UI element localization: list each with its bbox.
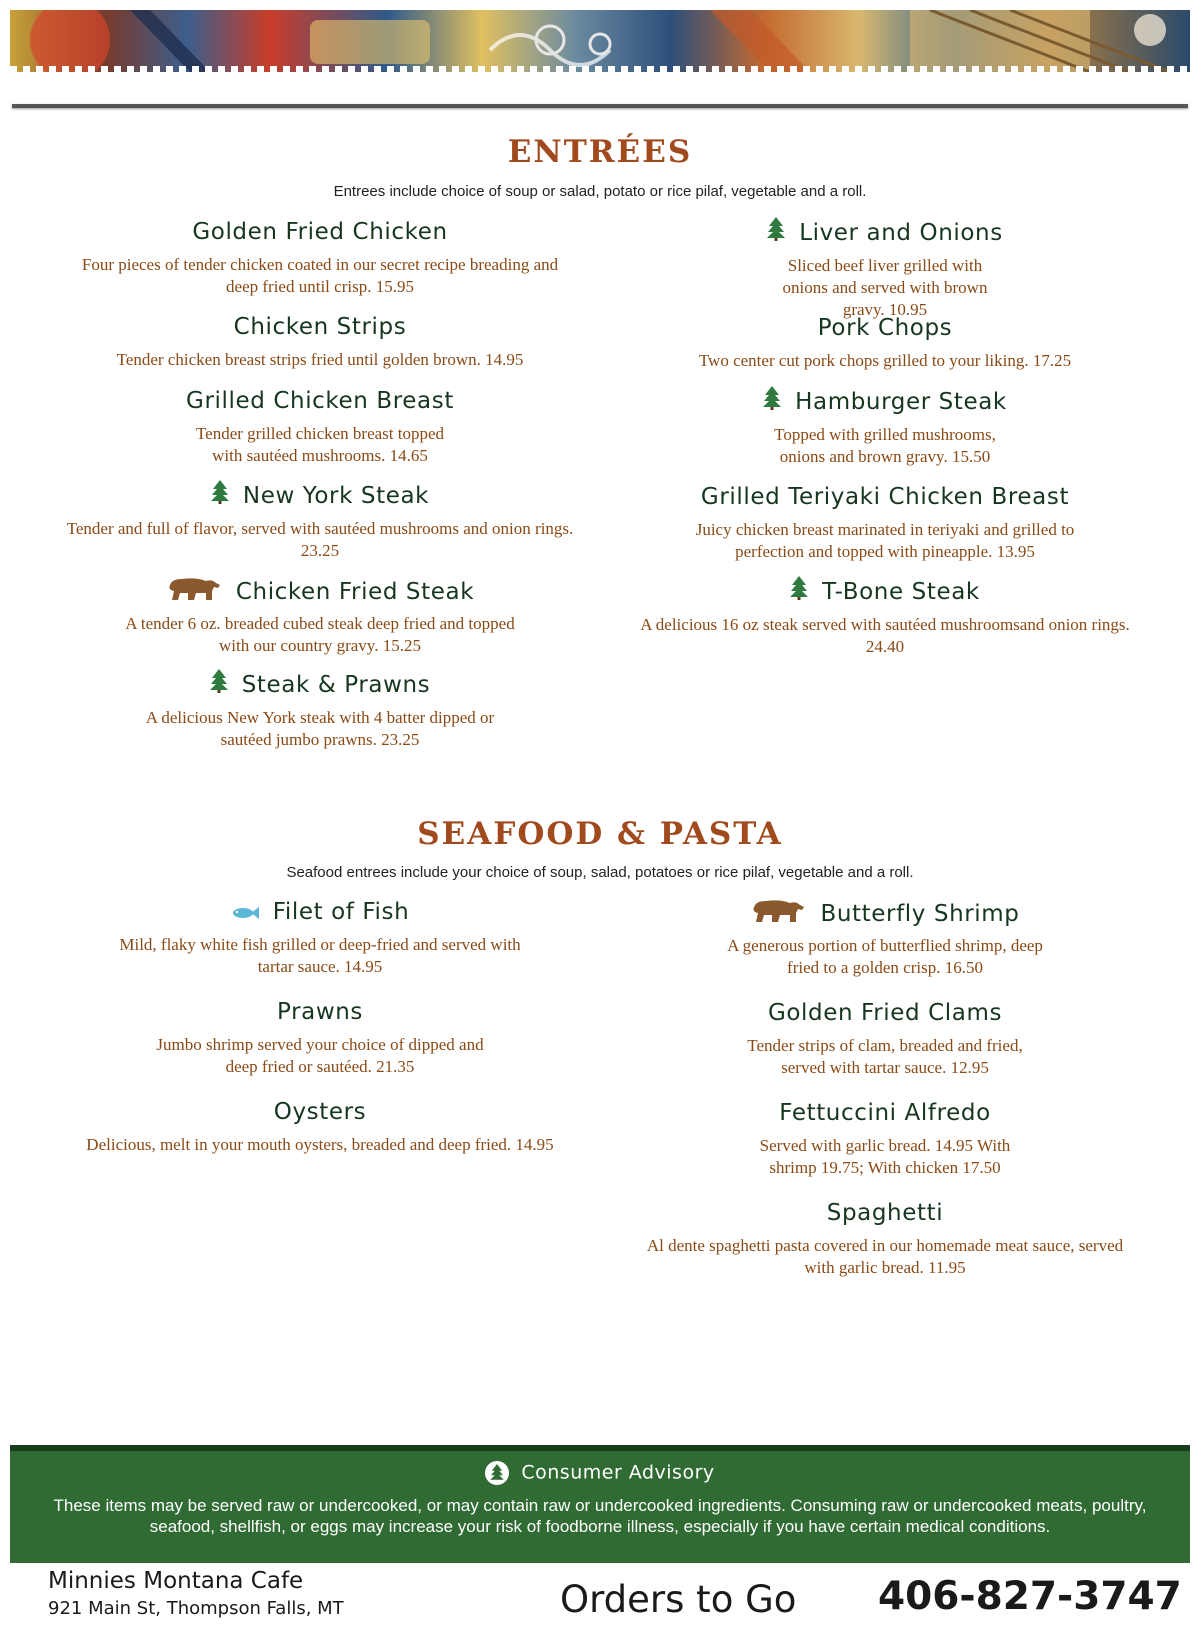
item-description: Tender chicken breast strips fried until golden brown. 14.95	[116, 350, 524, 369]
pine-tree-icon	[790, 576, 808, 609]
item-description: Al dente spaghetti pasta covered in our homemade meat sauce, served with garlic bread. 11.95	[646, 1236, 1124, 1277]
advisory-text: These items may be served raw or undercooked, or may contain raw or undercooked ingredients. Consuming raw or undercooked meats, poultry, seafood, shellfish, or eggs may increase your risk of foodborne illness, especially if you have certain medical conditions.	[53, 1496, 1147, 1536]
menu-item	[60, 311, 580, 371]
entrees-note: Entrees include choice of soup or salad, potato or rice pilaf, vegetable and a roll.	[333, 183, 867, 200]
menu-item	[60, 896, 580, 978]
item-name-row	[60, 480, 580, 512]
bear-icon	[166, 575, 222, 610]
item-name: Chicken Fried Steak	[235, 579, 475, 605]
item-description: Tender strips of clam, breaded and fried, served with tartar sauce. 12.95	[747, 1036, 1023, 1077]
advisory-title: Consumer Advisory	[521, 1461, 715, 1484]
item-description: A delicious New York steak with 4 batter dipped or sautéed jumbo prawns. 23.25	[145, 708, 495, 749]
menu-item	[60, 996, 580, 1078]
pine-tree-icon	[485, 1461, 509, 1485]
item-name: Filet of Fish	[272, 899, 410, 925]
seafood-title: SEAFOOD & PASTA	[417, 816, 783, 852]
item-description: A delicious 16 oz steak served with sautéed mushroomsand onion rings. 24.40	[640, 615, 1130, 656]
menu-item	[630, 386, 1140, 468]
pine-tree-icon	[210, 669, 228, 702]
menu-item	[630, 1197, 1140, 1279]
item-name: Oysters	[273, 1099, 367, 1125]
item-description: Tender grilled chicken breast topped with sautéed mushrooms. 14.65	[195, 424, 445, 465]
item-name: Chicken Strips	[233, 314, 407, 340]
item-name: T-Bone Steak	[822, 579, 980, 605]
menu-item	[60, 575, 580, 657]
item-description: Sliced beef liver grilled with onions and served with brown gravy. 10.95	[782, 256, 988, 319]
menu-item	[630, 217, 1140, 321]
item-description: A generous portion of butterflied shrimp, deep fried to a golden crisp. 16.50	[727, 936, 1043, 977]
item-description: Served with garlic bread. 14.95 With shrimp 19.75; With chicken 17.50	[759, 1136, 1011, 1177]
decorative-banner	[10, 10, 1190, 72]
seafood-note: Seafood entrees include your choice of soup, salad, potatoes or rice pilaf, vegetable and a roll.	[286, 864, 914, 881]
pine-tree-icon	[767, 217, 785, 250]
item-name: Hamburger Steak	[795, 389, 1007, 415]
pine-tree-icon	[763, 386, 781, 419]
menu-item	[60, 669, 580, 751]
item-name: Grilled Chicken Breast	[186, 388, 454, 414]
menu-item	[60, 216, 580, 298]
item-description: A tender 6 oz. breaded cubed steak deep fried and topped with our country gravy. 15.25	[125, 614, 515, 655]
pine-tree-icon	[211, 480, 229, 513]
banner-torn-edge	[10, 66, 1190, 76]
item-name-row	[630, 217, 1140, 249]
consumer-advisory-panel	[10, 1445, 1190, 1563]
advisory-title-row	[10, 1461, 1190, 1485]
item-description: Four pieces of tender chicken coated in our secret recipe breading and deep fried until crisp. 15.95	[81, 255, 559, 296]
item-description: Tender and full of flavor, served with sautéed mushrooms and onion rings. 23.25	[66, 519, 574, 560]
menu-item	[630, 997, 1140, 1079]
menu-item	[60, 1096, 580, 1156]
item-name-row	[60, 896, 580, 928]
menu-item	[630, 312, 1140, 372]
menu-item	[630, 897, 1140, 979]
item-description: Mild, flaky white fish grilled or deep-fried and served with tartar sauce. 14.95	[119, 935, 521, 976]
item-name: Butterfly Shrimp	[820, 901, 1020, 927]
item-name-row	[630, 897, 1140, 929]
menu-item	[60, 385, 580, 467]
item-description: Delicious, melt in your mouth oysters, breaded and deep fried. 14.95	[86, 1135, 554, 1154]
menu-item	[630, 576, 1140, 658]
menu-item	[630, 481, 1140, 563]
item-name-row	[630, 386, 1140, 418]
item-name: New York Steak	[242, 483, 430, 509]
item-name-row	[60, 669, 580, 701]
item-description: Jumbo shrimp served your choice of dipped and deep fried or sautéed. 21.35	[156, 1035, 484, 1076]
item-name: Golden Fried Chicken	[192, 219, 448, 245]
item-description: Two center cut pork chops grilled to your liking. 17.25	[698, 351, 1072, 370]
item-name: Prawns	[277, 999, 363, 1025]
item-name: Steak & Prawns	[241, 672, 431, 698]
menu-item	[630, 1097, 1140, 1179]
top-divider	[12, 104, 1188, 108]
fish-icon	[231, 897, 259, 929]
phone-number[interactable]: 406-827-3747	[878, 1574, 1182, 1619]
item-name: Spaghetti	[826, 1200, 944, 1226]
bear-icon	[750, 897, 806, 932]
item-name-row	[60, 575, 580, 607]
item-name: Grilled Teriyaki Chicken Breast	[700, 484, 1070, 510]
restaurant-address: 921 Main St, Thompson Falls, MT	[48, 1598, 344, 1619]
menu-item	[60, 480, 580, 562]
orders-to-go: Orders to Go	[560, 1578, 797, 1621]
restaurant-name: Minnies Montana Cafe	[48, 1568, 304, 1594]
item-name: Pork Chops	[817, 315, 953, 341]
entrees-title: ENTRÉES	[507, 134, 693, 170]
item-name-row	[630, 576, 1140, 608]
item-description: Topped with grilled mushrooms, onions and brown gravy. 15.50	[774, 425, 996, 466]
item-description: Juicy chicken breast marinated in teriyaki and grilled to perfection and topped with pineapple. 13.95	[695, 520, 1075, 561]
item-name: Liver and Onions	[799, 220, 1003, 246]
item-name: Golden Fried Clams	[767, 1000, 1003, 1026]
item-name: Fettuccini Alfredo	[779, 1100, 991, 1126]
